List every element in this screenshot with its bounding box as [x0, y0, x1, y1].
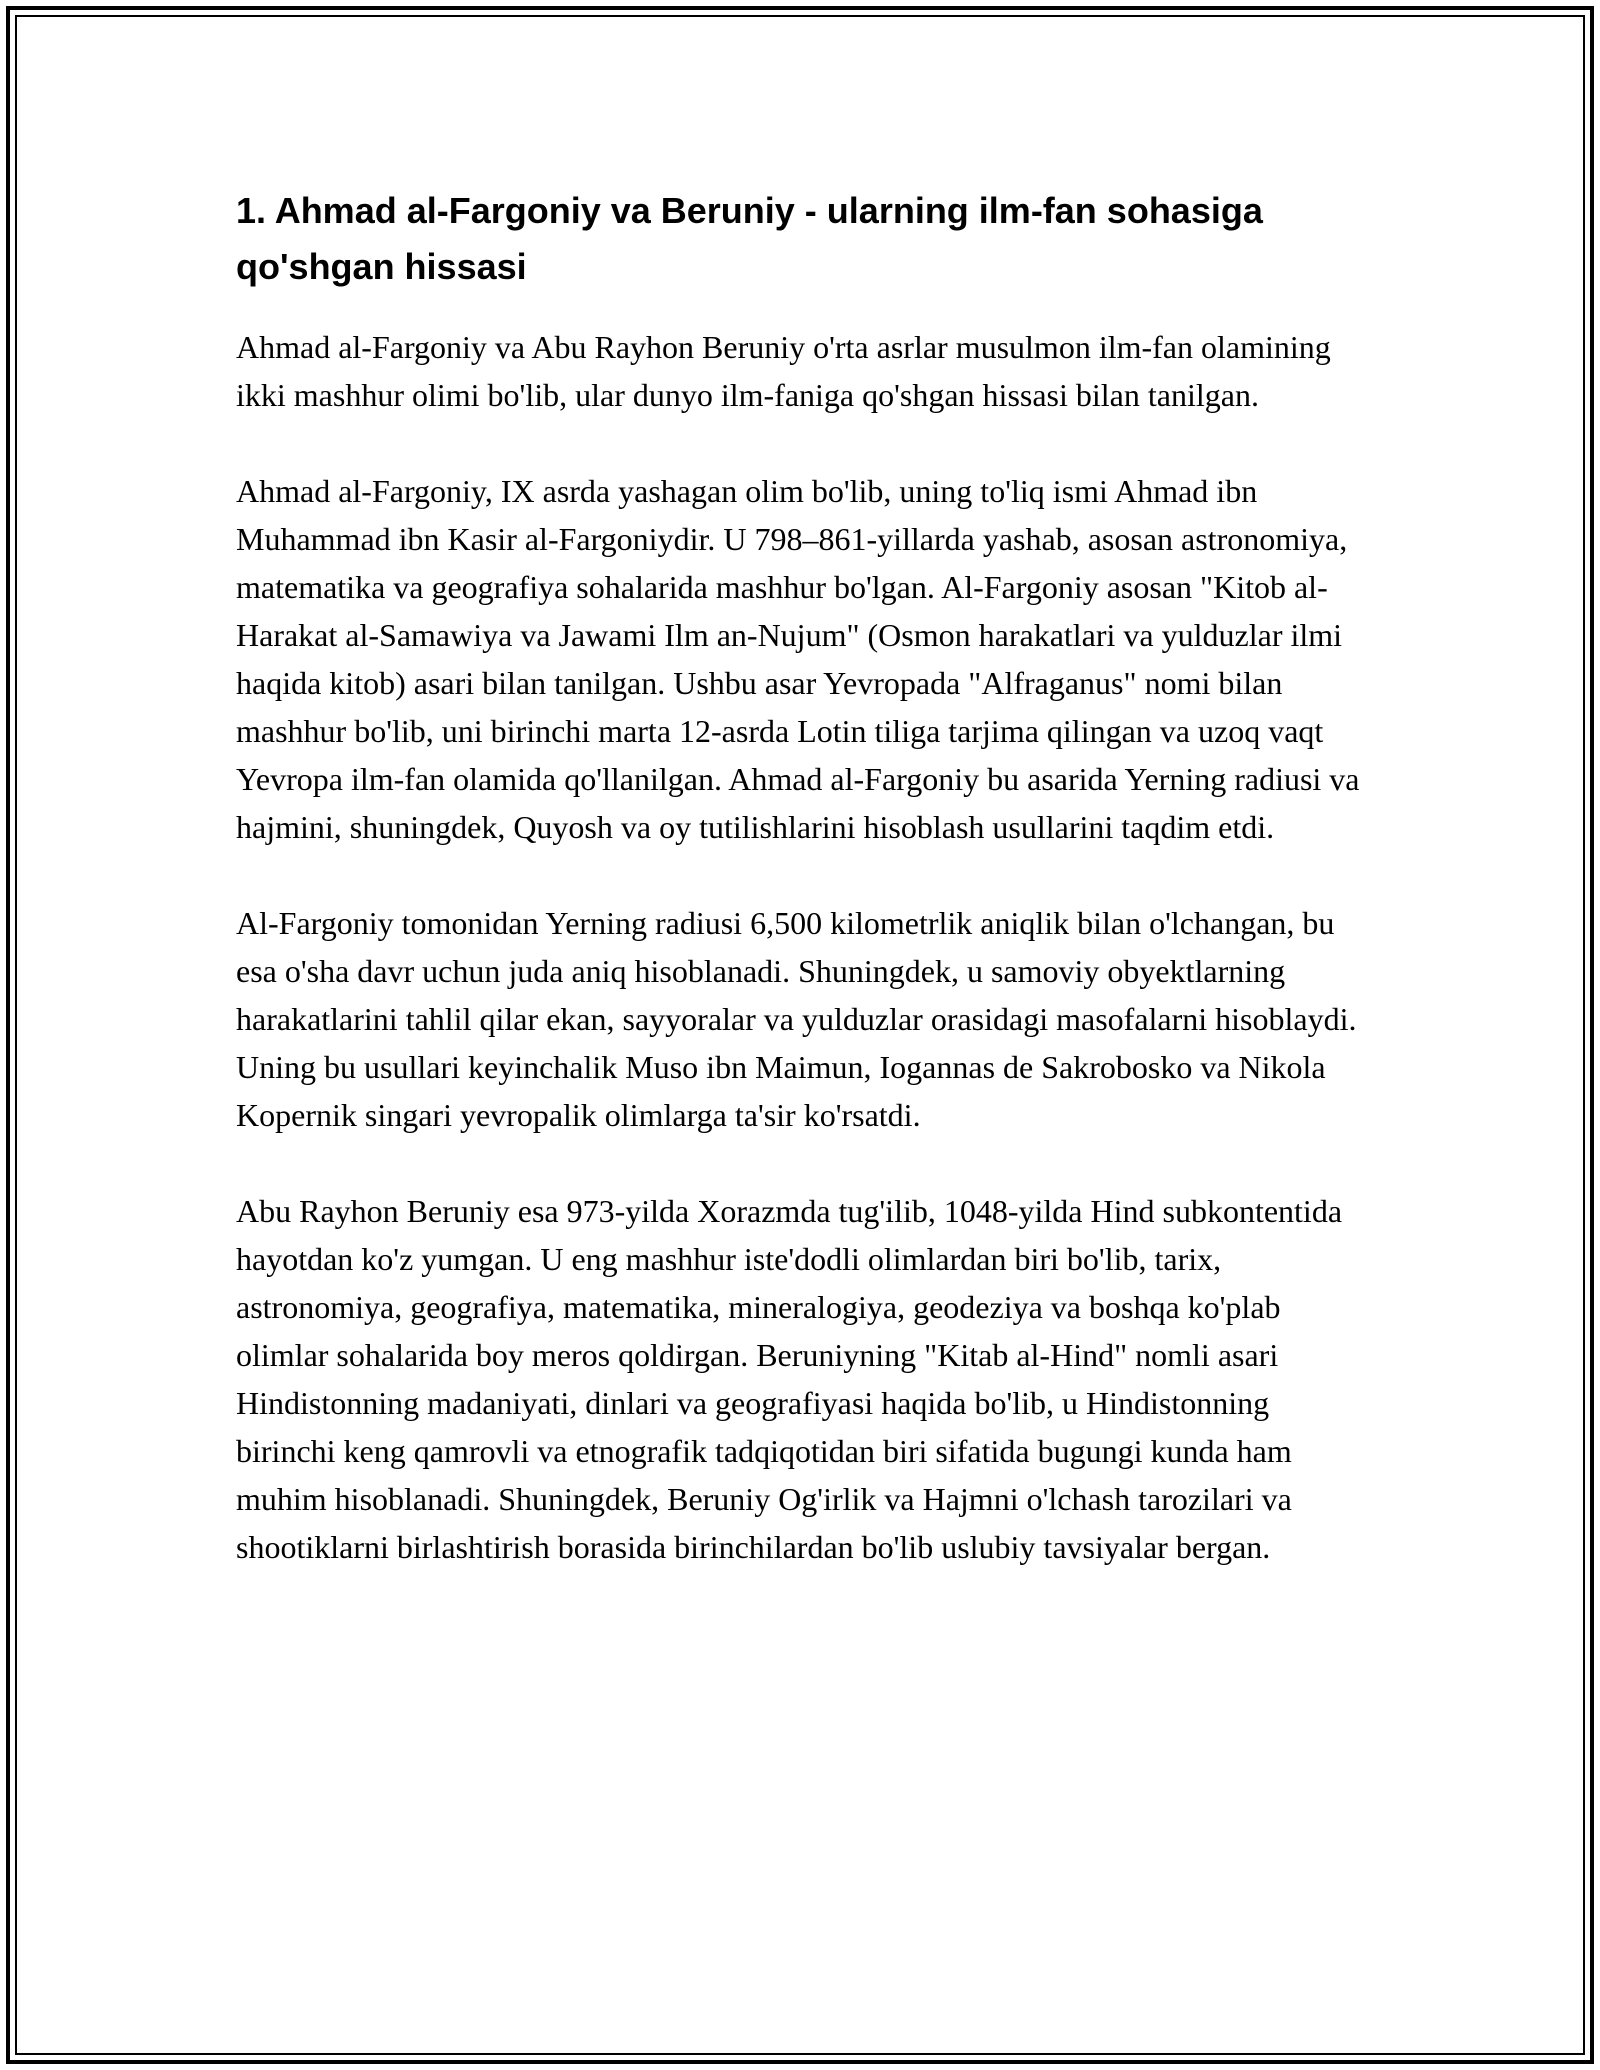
- paragraph-beruniy: Abu Rayhon Beruniy esa 973-yilda Xorazmda tug'ilib, 1048-yilda Hind subkontentida hayotdan ko'z yumgan. U eng mashhur iste'dodli olimlardan biri bo'lib, tarix, astronomiya, geografiya, matematika, mineralogiya, geodeziya va boshqa ko'plab olimlar sohalarida boy meros qoldirgan. Beruniyning "Kitab al-Hind" nomli asari Hindistonning madaniyati, dinlari va geografiyasi haqida bo'lib, u Hindistonning birinchi keng qamrovli va etnografik tadqiqotidan biri sifatida bugungi kunda ham muhim hisoblanadi. Shuningdek, Beruniy Og'irlik va Hajmni o'lchash tarozilari va shootiklarni birlashtirish borasida birinchilardan bo'lib uslubiy tavsiyalar bergan.: [236, 1193, 1343, 1565]
- paragraph-fargoniy-biography: Ahmad al-Fargoniy, IX asrda yashagan olim bo'lib, uning to'liq ismi Ahmad ibn Muhammad ibn Kasir al-Fargoniydir. U 798–861-yillarda yashab, asosan astronomiya, matematika va geografiya sohalarida mashhur bo'lgan. Al-Fargoniy asosan "Kitob al-Harakat al-Samawiya va Jawami Ilm an-Nujum" (Osmon harakatlari va yulduzlar ilmi haqida kitob) asari bilan tanilgan. Ushbu asar Yevropada "Alfraganus" nomi bilan mashhur bo'lib, uni birinchi marta 12-asrda Lotin tiliga tarjima qilingan va uzoq vaqt Yevropa ilm-fan olamida qo'llanilgan. Ahmad al-Fargoniy bu asarida Yerning radiusi va hajmini, shuningdek, Quyosh va oy tutilishlarini hisoblash usullarini taqdim etdi.: [236, 473, 1360, 845]
- document-body: [236, 183, 1376, 1619]
- document-title: 1. Ahmad al-Fargoniy va Beruniy - ularning ilm-fan sohasiga qo'shgan hissasi: [236, 190, 1263, 287]
- paragraph-intro: Ahmad al-Fargoniy va Abu Rayhon Beruniy o'rta asrlar musulmon ilm-fan olamining ikki mashhur olimi bo'lib, ular dunyo ilm-faniga qo'shgan hissasi bilan tanilgan.: [236, 329, 1331, 413]
- paragraph-fargoniy-measurements: Al-Fargoniy tomonidan Yerning radiusi 6,500 kilometrlik aniqlik bilan o'lchangan, bu esa o'sha davr uchun juda aniq hisoblanadi. Shuningdek, u samoviy obyektlarning harakatlarini tahlil qilar ekan, sayyoralar va yulduzlar orasidagi masofalarni hisoblaydi. Uning bu usullari keyinchalik Muso ibn Maimun, Iogannas de Sakrobosko va Nikola Kopernik singari yevropalik olimlarga ta'sir ko'rsatdi.: [236, 905, 1357, 1133]
